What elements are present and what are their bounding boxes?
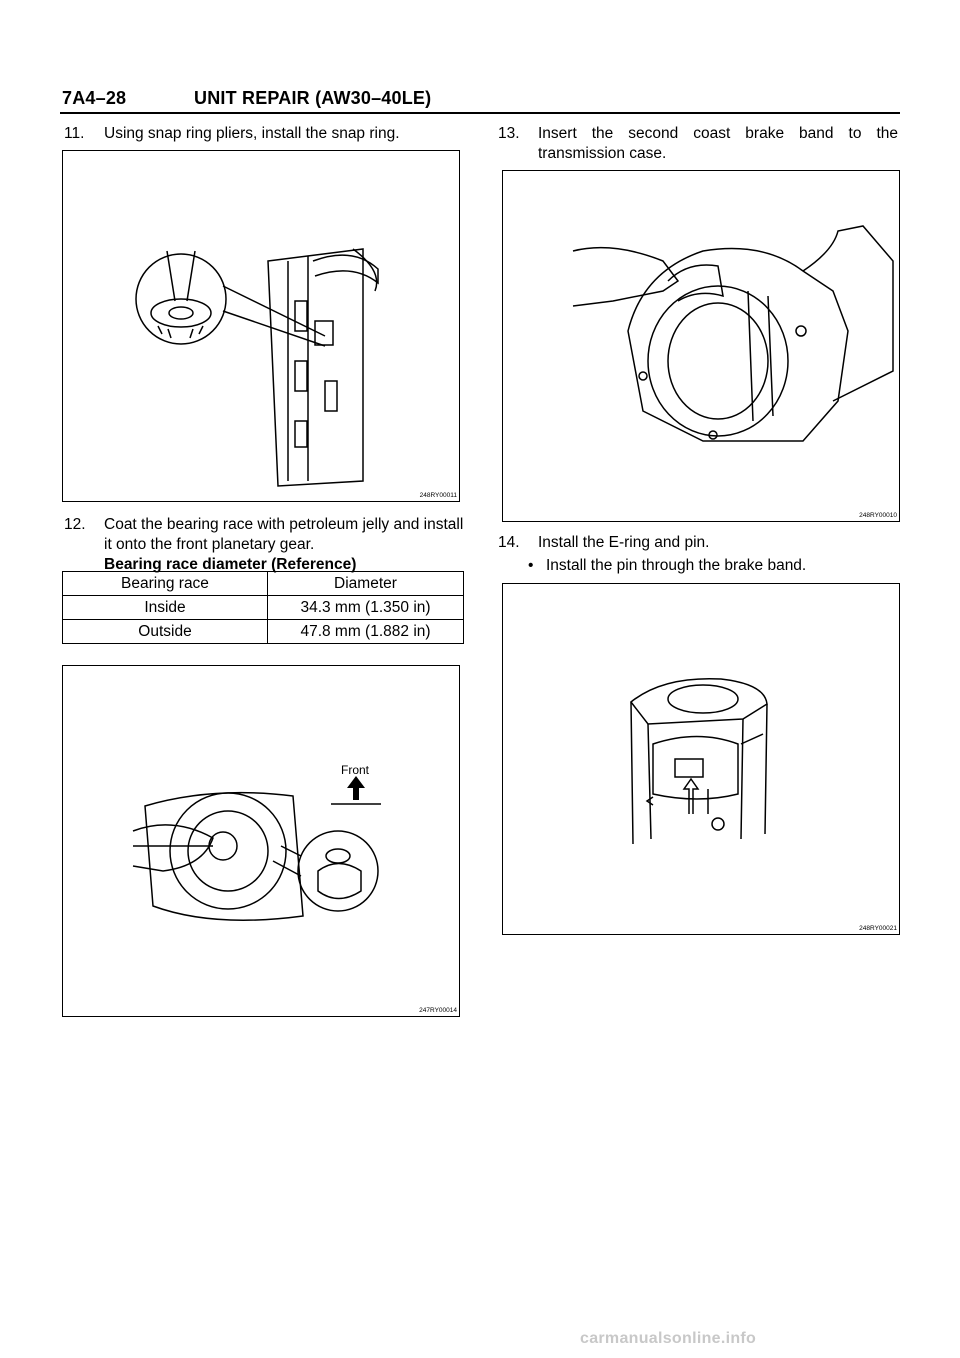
section-number: 7A4–28 — [62, 88, 127, 108]
table-cell: 34.3 mm (1.350 in) — [268, 596, 464, 620]
table-title: Bearing race diameter (Reference) — [104, 556, 357, 573]
step-14 — [498, 533, 898, 553]
snap-ring-illustration — [63, 151, 459, 501]
table-cell: Inside — [63, 596, 268, 620]
step-text: Install the E-ring and pin. — [538, 534, 710, 551]
table-header-cell: Diameter — [268, 572, 464, 596]
figure-id: 248RY00011 — [419, 492, 457, 499]
figure-snap-ring — [62, 150, 460, 502]
step-14-bullet — [528, 556, 898, 576]
table-cell: Outside — [63, 620, 268, 644]
step-number: 12. — [64, 516, 86, 533]
header-rule — [60, 112, 900, 114]
step-text-line-2: transmission case. — [538, 145, 667, 162]
step-text-line-1: Coat the bearing race with petroleum jelly and install — [104, 516, 464, 533]
step-12 — [64, 515, 464, 575]
step-number: 11. — [64, 125, 85, 142]
step-number: 13. — [498, 125, 520, 142]
step-text-line-1: Insert the second coast brake band to the — [538, 125, 898, 142]
figure-e-ring-pin — [502, 583, 900, 935]
brake-band-illustration — [503, 171, 899, 521]
page-header — [62, 88, 431, 109]
e-ring-pin-illustration — [503, 584, 899, 934]
table-row — [63, 596, 464, 620]
figure-brake-band — [502, 170, 900, 522]
bullet-text: Install the pin through the brake band. — [546, 557, 807, 574]
step-11 — [64, 124, 464, 144]
page-title: UNIT REPAIR (AW30–40LE) — [194, 88, 432, 108]
table-row — [63, 620, 464, 644]
watermark: carmanualsonline.info — [580, 1330, 757, 1347]
step-13 — [498, 124, 898, 164]
bullet-icon: • — [528, 557, 534, 574]
bearing-race-illustration — [63, 666, 459, 1016]
figure-id: 248RY00021 — [859, 925, 897, 932]
bearing-race-table — [62, 571, 464, 644]
table-cell: 47.8 mm (1.882 in) — [268, 620, 464, 644]
step-number: 14. — [498, 534, 520, 551]
step-text: Using snap ring pliers, install the snap ring. — [104, 125, 400, 142]
figure-label: Front — [341, 763, 370, 777]
step-text-line-2: it onto the front planetary gear. — [104, 536, 315, 553]
figure-id: 247RY00014 — [419, 1007, 457, 1014]
table-header-row — [63, 572, 464, 596]
figure-id: 248RY00010 — [859, 512, 897, 519]
table-header-cell: Bearing race — [63, 572, 268, 596]
figure-bearing-race — [62, 665, 460, 1017]
